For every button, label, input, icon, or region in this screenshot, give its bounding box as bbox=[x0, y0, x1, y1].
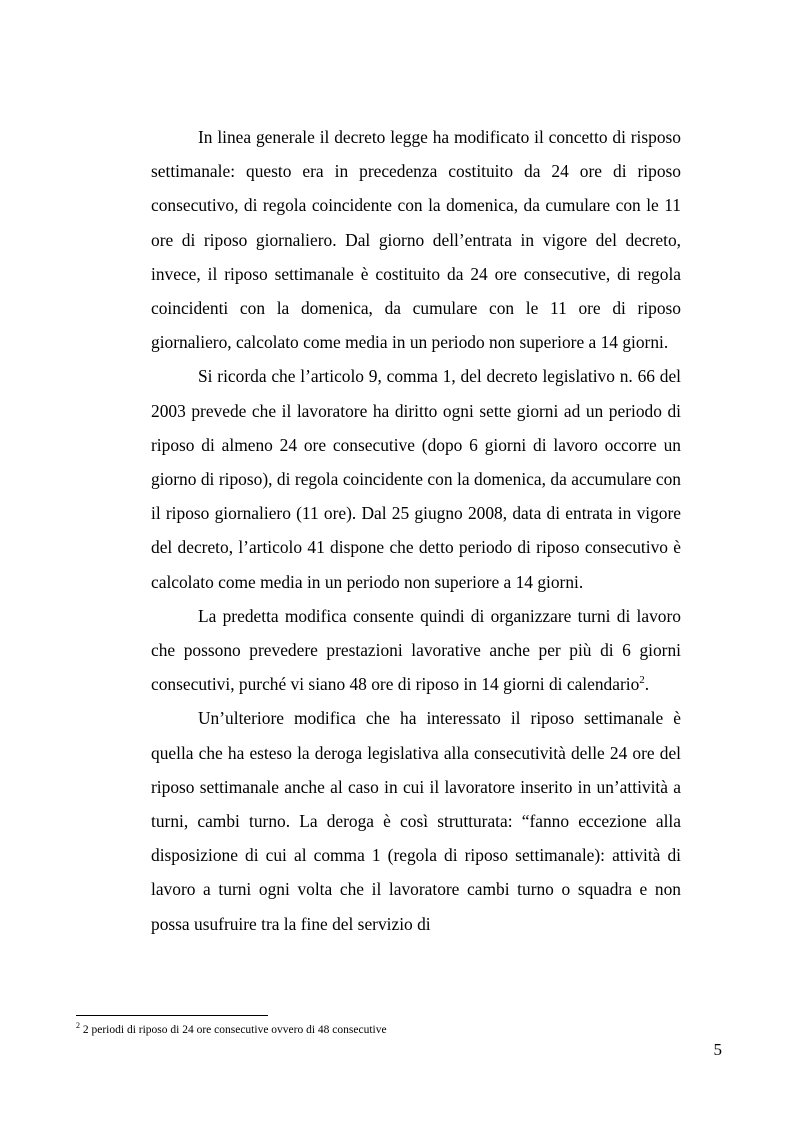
footnote-separator bbox=[76, 1015, 268, 1016]
paragraph-3 bbox=[151, 599, 681, 702]
page-number: 5 bbox=[713, 1040, 722, 1059]
paragraph-3-end: . bbox=[644, 674, 650, 695]
footnote-reference: 2 bbox=[639, 674, 645, 687]
paragraph-3-text: La predetta modifica consente quindi di organizzare turni di lavoro che possono prevedere prestazioni lavorative anche per più di 6 giorni consecutivi, purché vi siano 48 ore di riposo in 14 giorni di calendario bbox=[151, 605, 681, 695]
paragraph-1: In linea generale il decreto legge ha modificato il concetto di risposo settimanale: questo era in precedenza costituito da 24 ore di riposo consecutivo, di regola coincidente con la domenica, da cumulare con le 11 ore di riposo giornaliero. Dal giorno dell’entrata in vigore del decreto, invece, il riposo settimanale è costituito da 24 ore consecutive, di regola coincidenti con la domenica, da cumulare con le 11 ore di riposo giornaliero, calcolato come media in un periodo non superiore a 14 giorni. bbox=[151, 127, 681, 353]
document-body bbox=[151, 120, 681, 941]
paragraph-2: Si ricorda che l’articolo 9, comma 1, del decreto legislativo n. 66 del 2003 prevede che il lavoratore ha diritto ogni sette giorni ad un periodo di riposo di almeno 24 ore consecutive (dopo 6 giorni di lavoro occorre un giorno di riposo), di regola coincidente con la domenica, da accumulare con il riposo giornaliero (11 ore). Dal 25 giugno 2008, data di entrata in vigore del decreto, l’articolo 41 dispone che detto periodo di riposo consecutivo è calcolato come media in un periodo non superiore a 14 giorni. bbox=[151, 366, 681, 592]
paragraph-4: Un’ulteriore modifica che ha interessato il riposo settimanale è quella che ha esteso la deroga legislativa alla consecutività delle 24 ore del riposo settimanale anche al caso in cui il lavoratore inserito in un’attività a turni, cambi turno. La deroga è così strutturata: “fanno eccezione alla disposizione di cui al comma 1 (regola di riposo settimanale): attività di lavoro a turni ogni volta che il lavoratore cambi turno o squadra e non possa usufruire tra la fine del servizio di bbox=[151, 708, 681, 934]
footnote-mark: 2 bbox=[76, 1021, 80, 1031]
footnote bbox=[76, 1022, 696, 1038]
footnote-text: 2 periodi di riposo di 24 ore consecutive ovvero di 48 consecutive bbox=[80, 1024, 387, 1036]
